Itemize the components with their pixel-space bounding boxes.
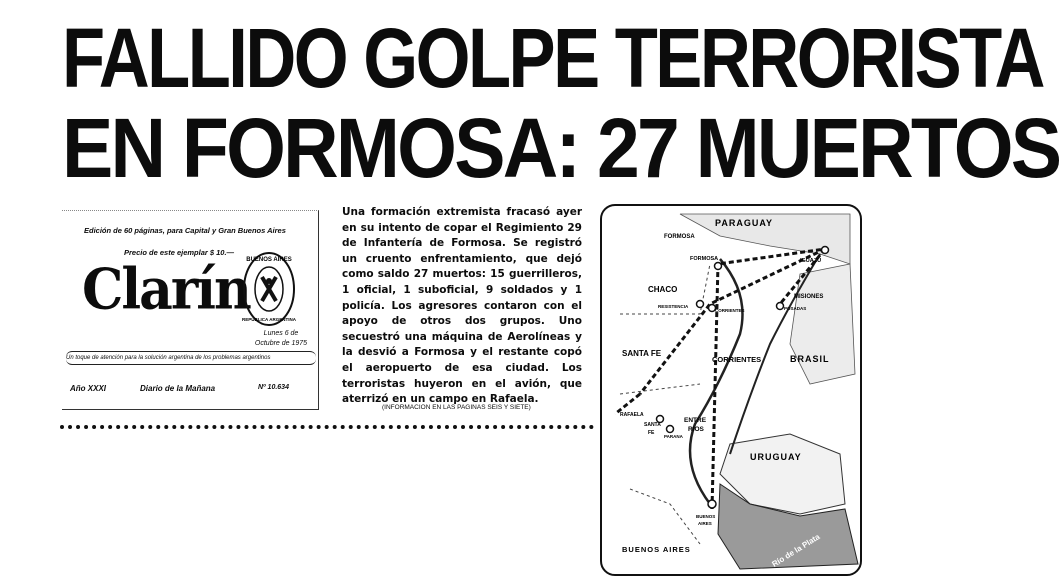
newspaper-logo: Clarín [82,256,250,323]
label-parana: PARANA [664,434,683,439]
price-note: Precio de este ejemplar $ 10.— [124,248,235,257]
page-reference: (INFORMACION EN LAS PAGINAS SEIS Y SIETE) [382,404,531,411]
label-iguazu: IGUAZU [800,258,822,264]
headline-line-1: FALLIDO GOLPE TERRORISTA [62,11,1043,105]
label-uruguay: URUGUAY [750,452,802,462]
seal-bottom-text: REPUBLICA ARGENTINA [242,317,296,322]
label-corrientes-city: CORRIENTES [715,308,745,313]
edition-note: Edición de 60 páginas, para Capital y Gran Buenos Aires [84,226,286,235]
issue-number: Nº 10.634 [258,384,289,391]
label-paraguay: PARAGUAY [715,218,774,228]
lead-paragraph: Una formación extremista fracasó ayer en su intento de copar el Regimiento 29 de Infantería de Formosa. Se registró un cruento enfrentamiento, que dejó como saldo 27 muertos: 15 guerrilleros, 1 oficial, 1 suboficial, 9 soldados y 1 policía. Los agresores contaron con el apoyo de otros dos grupos. Uno secuestró una máquina de Aerolíneas y la desvió a Formosa y el restante copó el aeropuerto de esa ciudad. Los terroristas huyeron en el avión, que aterrizó en un campo en Rafaela. [342,206,582,406]
headline-line-2: EN FORMOSA: 27 MUERTOS [62,101,1059,195]
label-santa-fe: SANTA FE [622,349,662,358]
issue-date-line-1: Lunes 6 de [263,330,299,337]
label-corrientes-region: CORRIENTES [712,355,762,364]
year-label: Año XXXI [70,384,107,393]
slogan-ribbon: Un toque de atención para la solución argentina de los problemas argentinos [66,351,316,365]
subtitle-label: Diario de la Mañana [140,384,216,393]
label-chaco: CHACO [648,285,678,294]
label-resistencia: RESISTENCIA [658,304,689,309]
label-santa-fe-city-2: FE [648,430,655,436]
dotted-divider [60,425,594,429]
label-rafaela: RAFAELA [620,412,644,418]
seal-top-text: BUENOS AIRES [246,257,292,263]
label-santa-fe-city-1: SANTA [644,422,661,428]
label-formosa-city: FORMOSA [690,256,719,262]
label-buenos-aires-city-2: AIRES [698,521,712,526]
label-misiones: MISIONES [794,294,824,300]
label-posadas: POSADAS [784,306,807,311]
masthead-box [62,210,319,410]
region-map [600,204,862,576]
label-rio-de-la-plata: Río de la Plata [770,532,822,569]
label-buenos-aires-region: BUENOS AIRES [622,545,691,554]
issue-date [246,329,316,349]
seal-icon [242,251,296,327]
label-buenos-aires-city-1: BUENOS [696,514,716,519]
label-brasil: BRASIL [790,354,830,364]
issue-date-line-2: Octubre de 1975 [254,340,308,347]
label-entre-rios-1: ENTRE [684,417,707,424]
label-entre-rios-2: RIOS [688,426,704,433]
label-formosa-region: FORMOSA [664,234,695,240]
